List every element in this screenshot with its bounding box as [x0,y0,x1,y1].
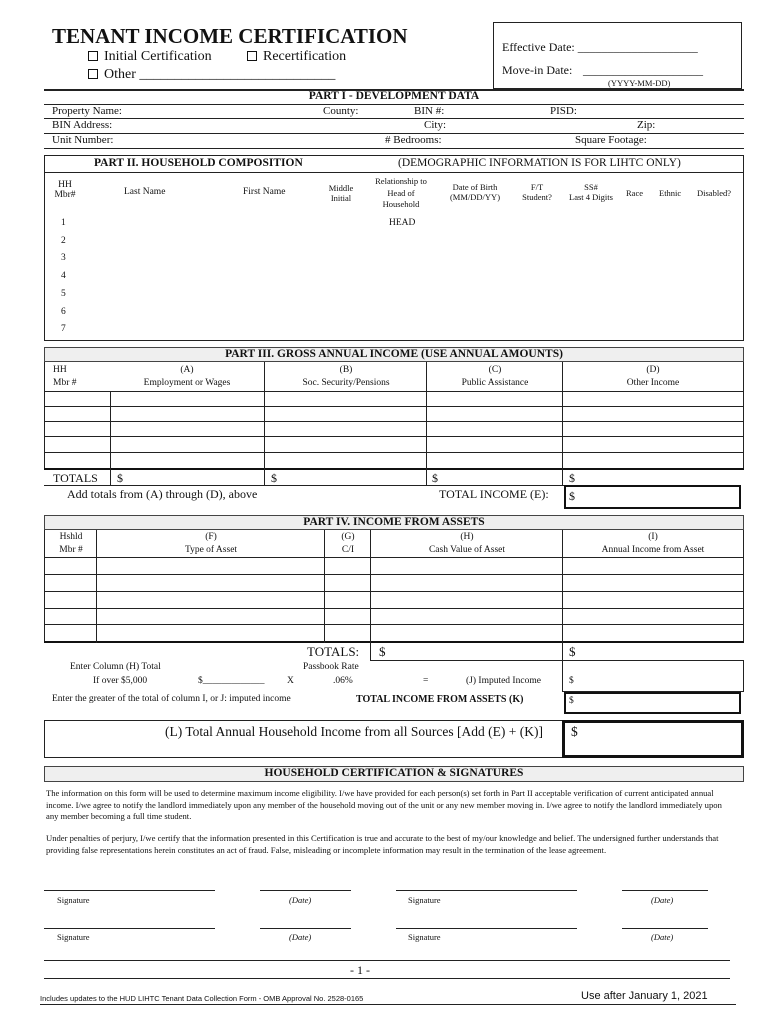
square-footage-field[interactable]: Square Footage: [575,134,647,146]
total-income-e-field[interactable] [564,485,741,509]
imputed-income-field[interactable]: $ [569,676,574,686]
total-i-field[interactable]: $ [569,644,576,659]
recert-option[interactable]: Recertification [247,49,346,65]
part1-title: PART I - DEVELOPMENT DATA [308,90,480,102]
member-row-6: 6 [61,307,66,317]
col-last-name: Last Name [124,187,166,197]
signature-line-4[interactable] [396,928,577,929]
part3-col-a: (A) Employment or Wages [143,365,231,388]
date-format-hint: (YYYY-MM-DD) [608,78,671,88]
date-line-1[interactable] [260,890,351,891]
part2-subtitle: (DEMOGRAPHIC INFORMATION IS FOR LIHTC ONLY) [398,157,681,169]
member-row-3: 3 [61,253,66,263]
part4-title: PART IV. INCOME FROM ASSETS [303,516,485,528]
effective-date-field[interactable]: Effective Date: ____________________ [502,40,698,54]
part4-col-h: (H) Cash Value of Asset [428,532,506,555]
bin-address-field[interactable]: BIN Address: [52,119,113,131]
total-b-field[interactable]: $ [271,471,277,485]
head-label: HEAD [389,218,416,228]
recert-checkbox[interactable] [247,51,257,61]
signature-label-3: Signature [57,932,90,942]
property-name-field[interactable]: Property Name: [52,105,122,117]
col-middle-initial: Middle Initial [328,183,354,203]
date-label-4: (Date) [651,932,674,942]
add-totals-note: Add totals from (A) through (D), above [67,487,258,501]
col-race: Race [626,188,643,198]
equals-sign: = [423,676,429,686]
part3-col-c: (C) Public Assistance [461,365,529,388]
if-over-note: If over $5,000 [93,676,148,686]
imputed-income-box [562,660,744,692]
movein-date-field[interactable]: ____________________ [583,63,703,77]
part3-title: PART III. GROSS ANNUAL INCOME (USE ANNUAL AMOUNTS) [225,348,563,360]
form-title: TENANT INCOME CERTIFICATION [52,24,408,48]
signature-line-2[interactable] [396,890,577,891]
page-number: - 1 - [350,963,370,977]
movein-date-label: Move-in Date: [502,63,573,77]
part4-totals-label: TOTALS: [307,644,360,659]
pisd-field[interactable]: PISD: [550,105,577,117]
imputed-income-label: (J) Imputed Income [466,676,541,686]
total-l-label: (L) Total Annual Household Income from all Sources [Add (E) + (K)] [165,724,543,739]
part4-col-i: (I) Annual Income from Asset [601,532,705,555]
total-h-field[interactable]: $ [379,644,386,659]
part3-col-d: (D) Other Income [626,365,680,388]
signature-label-2: Signature [408,895,441,905]
signature-label-4: Signature [408,932,441,942]
bedrooms-field[interactable]: # Bedrooms: [385,134,442,146]
member-row-4: 4 [61,271,66,281]
signature-line-3[interactable] [44,928,215,929]
date-label-1: (Date) [289,895,312,905]
col-first-name: First Name [243,187,286,197]
county-field[interactable]: County: [323,105,359,117]
member-row-1: 1 [61,218,66,228]
total-assets-k-dollar: $ [569,696,574,706]
member-row-2: 2 [61,236,66,246]
enter-col-h-note: Enter Column (H) Total [70,662,161,672]
multiply-sign: X [287,676,294,686]
date-label-2: (Date) [651,895,674,905]
part3-col-b: (B) Soc. Security/Pensions [302,365,390,388]
part4-col-g: (G) C/I [341,532,355,555]
signature-label-1: Signature [57,895,90,905]
unit-number-field[interactable]: Unit Number: [52,134,114,146]
city-field[interactable]: City: [424,119,447,131]
cert-para-1: The information on this form will be used to determine maximum income eligibility. I/we have provided for each person(s) set forth in Part II acceptable verification of current anticipated annual income. I/we agree to notify the landlord immediately upon any member of the household moving out of the unit or any new member moving in. I/we agree to notify the landlord immediately upon any member becoming a full time student. [46,788,722,821]
col-ft-student: F/T Student? [522,182,552,202]
total-assets-k-label: TOTAL INCOME FROM ASSETS (K) [356,694,524,705]
date-line-2[interactable] [622,890,708,891]
other-checkbox[interactable] [88,69,98,79]
col-hh-mbr: HH Mbr# [54,180,76,200]
col-ethnic: Ethnic [659,188,682,198]
cert-title: HOUSEHOLD CERTIFICATION & SIGNATURES [264,767,524,779]
enter-greater-note: Enter the greater of the total of column I, or J: imputed income [52,694,291,704]
signature-line-1[interactable] [44,890,215,891]
initial-cert-checkbox[interactable] [88,51,98,61]
total-c-field[interactable]: $ [432,471,438,485]
total-income-e-label: TOTAL INCOME (E): [439,487,549,501]
total-l-field[interactable] [562,720,744,758]
footer-note: Includes updates to the HUD LIHTC Tenant Data Collection Form - OMB Approval No. 2528-0165 [40,994,364,1003]
footer-use-after: Use after January 1, 2021 [581,990,708,1002]
total-assets-k-field[interactable] [564,692,741,714]
col-relationship: Relationship to Head of Household [375,176,427,209]
total-l-dollar: $ [571,724,578,739]
col-dob: Date of Birth (MM/DD/YY) [449,182,501,202]
bin-field[interactable]: BIN #: [414,105,445,117]
part4-col-f: (F) Type of Asset [184,532,238,555]
other-option[interactable]: Other ____________________________ [88,67,335,83]
initial-cert-option[interactable]: Initial Certification [88,49,212,65]
col-ss: SS# Last 4 Digits [569,182,613,202]
date-line-3[interactable] [260,928,351,929]
col-disabled: Disabled? [697,188,731,198]
total-a-field[interactable]: $ [117,471,123,485]
zip-field[interactable]: Zip: [637,119,656,131]
passbook-rate-value: .06% [333,676,353,686]
date-label-3: (Date) [289,932,312,942]
member-row-5: 5 [61,289,66,299]
cert-para-2: Under penalties of perjury, I/we certify that the information presented in this Certification is true and accurate to the best of my/our knowledge and belief. The undersigned further understands that providing false representations herein constitutes an act of fraud. False, misleading or incomplete information may result in the termination of the lease agreement. [46,833,719,855]
col-h-amount-field[interactable]: $_____________ [198,676,265,686]
totals-label: TOTALS [53,471,98,485]
date-line-4[interactable] [622,928,708,929]
part4-hshld-mbr: Hshld Mbr # [59,532,83,555]
part3-hh-mbr: HH Mbr # [53,365,77,388]
member-row-7: 7 [61,324,66,334]
total-d-field[interactable]: $ [569,471,575,485]
passbook-rate-label: Passbook Rate [303,662,359,672]
part2-title: PART II. HOUSEHOLD COMPOSITION [94,157,303,169]
total-income-e-dollar: $ [569,489,575,503]
